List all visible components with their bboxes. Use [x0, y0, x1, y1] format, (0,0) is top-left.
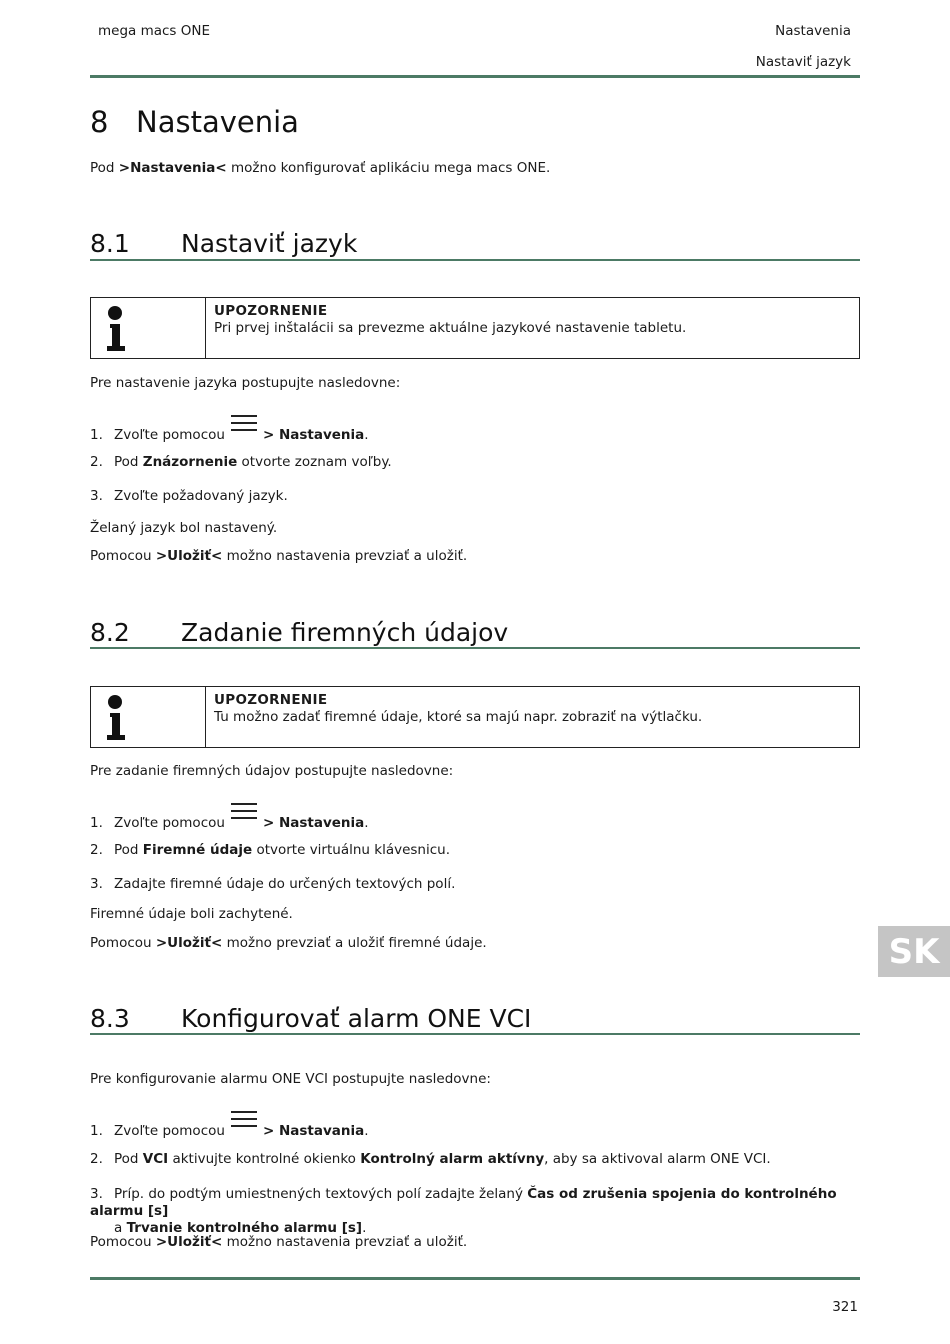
notice-box: [90, 297, 860, 359]
procedure-lead: Pre nastavenie jazyka postupujte nasledovne:: [90, 375, 401, 391]
notice-label: UPOZORNENIE: [214, 303, 328, 319]
procedure-lead: Pre zadanie firemných údajov postupujte nasledovne:: [90, 763, 454, 779]
info-icon: [101, 693, 131, 743]
section-heading-8-2: 8.2 Zadanie firemných údajov: [90, 618, 509, 647]
section-heading-8-3: 8.3 Konfigurovať alarm ONE VCI: [90, 1004, 532, 1033]
save-text: Pomocou >Uložiť< možno nastavenia prevziať a uložiť.: [90, 1234, 468, 1250]
header-rule: [90, 75, 860, 78]
procedure-lead: Pre konfigurovanie alarmu ONE VCI postupujte nasledovne:: [90, 1071, 491, 1087]
section-rule: [90, 259, 860, 261]
header-section: Nastaviť jazyk: [755, 54, 851, 70]
header-chapter: Nastavenia: [775, 23, 851, 39]
step-1: 1. Zvoľte pomocou > Nastavenia.: [90, 421, 369, 443]
step-2: 2. Pod Firemné údaje otvorte virtuálnu klávesnicu.: [90, 842, 451, 858]
section-rule: [90, 647, 860, 649]
step-3: 3. Príp. do podtým umiestnených textových polí zadajte želaný Čas od zrušenia spojenia do kontrolného alarmu [s] a Trvanie kontrolného alarmu [s].: [90, 1186, 837, 1236]
notice-label: UPOZORNENIE: [214, 692, 328, 708]
hamburger-menu-icon: [231, 415, 257, 435]
notice-text: Tu možno zadať firemné údaje, ktoré sa majú napr. zobraziť na výtlačku.: [214, 709, 703, 725]
chapter-intro: Pod >Nastavenia< možno konfigurovať aplikáciu mega macs ONE.: [90, 160, 551, 176]
chapter-heading: [90, 105, 299, 139]
header-product: mega macs ONE: [98, 23, 211, 39]
chapter-title: Nastavenia: [136, 105, 299, 139]
section-heading-8-1: 8.1 Nastaviť jazyk: [90, 229, 358, 258]
hamburger-menu-icon: [231, 1111, 257, 1131]
footer-rule: [90, 1277, 860, 1280]
language-tab: SK: [878, 926, 950, 977]
step-3: 3. Zadajte firemné údaje do určených textových polí.: [90, 876, 456, 892]
result-text: Firemné údaje boli zachytené.: [90, 906, 293, 922]
step-2: 2. Pod Znázornenie otvorte zoznam voľby.: [90, 454, 392, 470]
step-1: 1. Zvoľte pomocou > Nastavenia.: [90, 809, 369, 831]
save-text: Pomocou >Uložiť< možno nastavenia prevziať a uložiť.: [90, 548, 468, 564]
step-1: 1. Zvoľte pomocou > Nastavania.: [90, 1117, 369, 1139]
notice-box: [90, 686, 860, 748]
section-rule: [90, 1033, 860, 1035]
result-text: Želaný jazyk bol nastavený.: [90, 520, 278, 536]
save-text: Pomocou >Uložiť< možno prevziať a uložiť firemné údaje.: [90, 935, 487, 951]
page-number: 321: [832, 1299, 858, 1315]
chapter-number: 8: [90, 105, 109, 139]
step-3: 3. Zvoľte požadovaný jazyk.: [90, 488, 288, 504]
notice-text: Pri prvej inštalácii sa prevezme aktuálne jazykové nastavenie tabletu.: [214, 320, 687, 336]
info-icon: [101, 304, 131, 354]
hamburger-menu-icon: [231, 803, 257, 823]
step-2: 2. Pod VCI aktivujte kontrolné okienko Kontrolný alarm aktívny, aby sa aktivoval alarm ONE VCI.: [90, 1151, 771, 1167]
